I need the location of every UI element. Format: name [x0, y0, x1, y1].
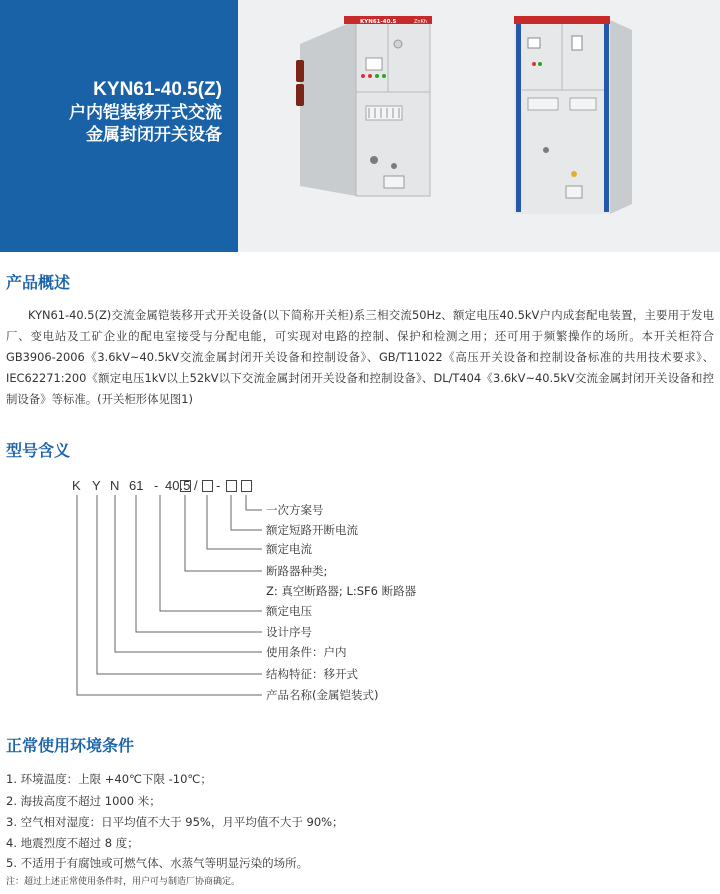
model-label-breaker-type: 断路器种类;	[266, 564, 328, 578]
model-label-breaker-type-options: Z: 真空断路器; L:SF6 断路器	[266, 584, 417, 598]
model-label-structure: 结构特征：移开式	[266, 667, 358, 681]
model-label-rated-current: 额定电流	[266, 542, 312, 556]
condition-item: 1. 环境温度：上限 +40℃下限 -10℃；	[6, 772, 212, 786]
code-char-n: N	[110, 478, 120, 493]
model-label-design-number: 设计序号	[266, 625, 312, 639]
code-slash: /	[194, 478, 198, 493]
switchgear-cabinets-image	[238, 0, 720, 252]
condition-item: 5. 不适用于有腐蚀或可燃气体、水蒸气等明显污染的场所。	[6, 856, 309, 870]
model-label-product-name: 产品名称(金属铠装式)	[266, 688, 379, 702]
model-label-usage-condition: 使用条件：户内	[266, 645, 347, 659]
cabinet1-brand: ZnKh	[414, 19, 428, 25]
code-voltage: 40.5	[165, 478, 191, 493]
cabinet1-nameplate: KYN61-40.5	[360, 19, 397, 25]
condition-item: 2. 海拔高度不超过 1000 米；	[6, 794, 161, 808]
model-label-scheme-number: 一次方案号	[266, 503, 324, 517]
overview-text: KYN61-40.5(Z)交流金属铠装移开式开关设备(以下简称开关柜)系三相交流50Hz、额定电压40.5kV户内成套配电装置，主要用于发电厂、变电站及工矿企业的配电室接受与分配电能，可实现对电路的控制、保护和检测之用；还可用于频繁操作的场所。本开关柜符合GB3906-2006《3.6kV~40.5kV交流金属封闭开关设备和控制设备》、GB/T11022《高压开关设备和控制设备标准的共用技术要求》、IEC62271:200《额定电压1kV以上52kV以下交流金属封闭开关设备和控制设备》、DL/T404《3.6kV~40.5kV交流金属封闭开关设备和控制设备》等标准。(开关柜形体见图1)	[6, 308, 714, 406]
product-name-line2: 金属封闭开关设备	[86, 125, 222, 145]
conditions-note: 注：超过上述正常使用条件时，用户可与制造厂协商确定。	[6, 877, 241, 887]
section-heading-model-meaning: 型号含义	[6, 441, 71, 460]
condition-item: 4. 地震烈度不超过 8 度；	[6, 836, 139, 850]
hero-title	[69, 78, 222, 146]
model-label-rated-voltage: 额定电压	[266, 604, 312, 618]
code-dash-2: -	[216, 478, 221, 493]
switchgear-cabinet-2	[514, 16, 632, 214]
product-name-line1: 户内铠装移开式交流	[69, 103, 222, 123]
condition-item: 3. 空气相对湿度：日平均值不大于 95%，月平均值不大于 90%；	[6, 815, 344, 829]
code-series-number: 61	[129, 478, 144, 493]
code-char-y: Y	[92, 478, 101, 493]
section-heading-overview: 产品概述	[6, 273, 71, 292]
product-model: KYN61-40.5(Z)	[93, 79, 222, 100]
code-dash: -	[154, 478, 159, 493]
overview-paragraph	[6, 305, 714, 410]
code-char-k: K	[72, 478, 81, 493]
model-label-short-circuit-breaking-current: 额定短路开断电流	[266, 523, 358, 537]
hero-title-panel	[0, 0, 238, 252]
switchgear-cabinet-1	[296, 16, 432, 196]
hero-banner	[0, 0, 720, 252]
product-photo-panel	[238, 0, 720, 252]
section-heading-conditions: 正常使用环境条件	[6, 736, 135, 755]
model-code-diagram	[0, 478, 720, 708]
